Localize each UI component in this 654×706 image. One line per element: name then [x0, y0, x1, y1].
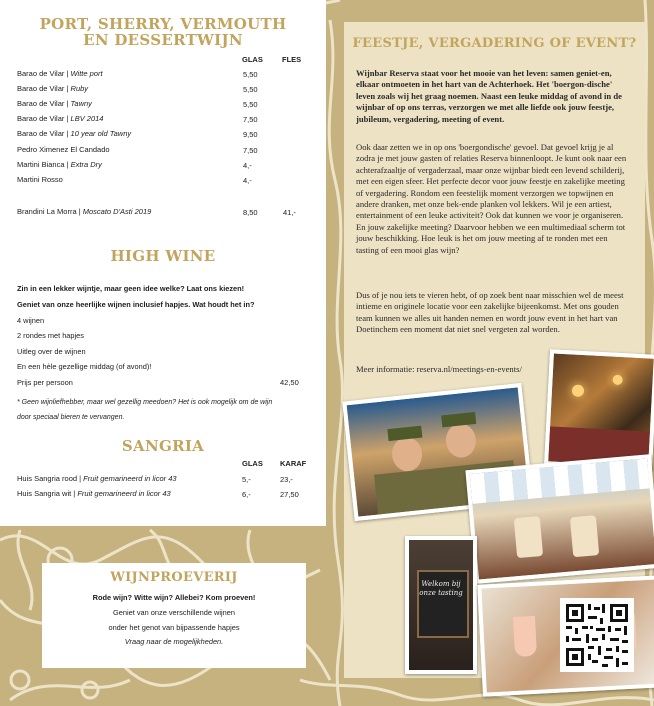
port-item-name: Barao de Vilar — [17, 69, 65, 78]
port-item-name: Barao de Vilar — [17, 99, 65, 108]
port-col-fles: FLES — [282, 55, 302, 64]
port-item-price-glas: 7,50 — [243, 146, 258, 155]
port-item — [17, 175, 63, 185]
wijnproeverij-line4: Vraag naar de mogelijkheden. — [124, 637, 224, 646]
highwine-price: 42,50 — [280, 378, 299, 387]
separator: | — [64, 84, 71, 93]
port-item — [17, 69, 103, 79]
sangria-item — [17, 474, 177, 484]
port-item-name: Brandini La Morra — [17, 207, 77, 216]
port-item-price-glas: 9,50 — [243, 130, 258, 139]
port-item-name: Martini Bianca — [17, 160, 65, 169]
port-item-desc: Moscato D'Asti 2019 — [82, 207, 152, 216]
port-item-price-glas: 7,50 — [243, 115, 258, 124]
port-item-desc: Tawny — [70, 99, 92, 108]
wijnproeverij-title: WIJNPROEVERIJ — [110, 570, 238, 585]
highwine-line2: 2 rondes met hapjes — [17, 331, 84, 340]
highwine-intro1: Zin in een lekker wijntje, maar geen idee welke? Laat ons kiezen! — [17, 284, 245, 293]
separator: | — [71, 489, 78, 498]
port-item-desc: 10 year old Tawny — [70, 129, 132, 138]
highwine-line3: Uitleg over de wijnen — [17, 347, 86, 356]
separator: | — [76, 207, 83, 216]
highwine-line1: 4 wijnen — [17, 316, 45, 325]
port-item-desc: Witte port — [70, 69, 103, 78]
sangria-col-glas: GLAS — [242, 459, 263, 468]
sangria-item-name: Huis Sangria wit — [17, 489, 72, 498]
port-title-line1: PORT, SHERRY, VERMOUTH — [39, 15, 287, 33]
port-item-name: Martini Rosso — [17, 175, 63, 184]
tasting-sign-text: Welkom bij onze tasting — [419, 580, 463, 597]
highwine-title: HIGH WINE — [110, 247, 216, 265]
separator: | — [64, 69, 71, 78]
sangria-col-karaf: KARAF — [280, 459, 307, 468]
wijnproeverij-box — [42, 563, 306, 668]
port-item-price-glas: 4,- — [243, 176, 252, 185]
port-item-price-glas: 5,50 — [243, 85, 258, 94]
port-item-desc: Ruby — [70, 84, 89, 93]
port-item-name: Barao de Vilar — [17, 84, 65, 93]
port-item-price-glas: 8,50 — [243, 208, 258, 217]
wijnproeverij-line1: Rode wijn? Witte wijn? Allebei? Kom proeven! — [92, 593, 256, 602]
port-item-price-glas: 4,- — [243, 161, 252, 170]
port-item — [17, 114, 103, 124]
port-item-desc: LBV 2014 — [70, 114, 104, 123]
port-item-price-fles: 41,- — [283, 208, 296, 217]
sangria-item-desc: Fruit gemarineerd in licor 43 — [83, 474, 177, 483]
event-paragraph-3: Dus of je nou iets te vieren hebt, of op zoek bent naar misschien wel de meest intieme en originele locatie voor een zakelijke bijeenkomst. Met ons gouden team kunnen we alles uit handen nemen en wordt jouw event in het hart van Doetinchem een moment dat niet snel vergeten zal worden. — [356, 290, 624, 335]
event-paragraph-2: Ook daar zetten we in op ons 'boergondische' gevoel. Dat gevoel krijg je al zodra je met jouw gasten of relaties Reserva binnenloopt. Je kunt ook naar een achterafzaaltje of vergaderzaal, maar onze wijnbar biedt een levend schilderij, met een eigen sfeer. Het perfecte decor voor jouw feestje en zakelijke meeting of vergadering. Rondom een feestelijk moment verzorgen we topwijnen en andere dranken, met onze bek-ende planken vol lekkers. Wil je een artiest, entertainment of een leuke activiteit? Ook dat kunnen we voor je organiseren. En jouw zakelijke meeting? Daarvoor hebben we een multimediaal scherm tot jouw beschikking. Hoe leuk is het om jouw meeting af te ronden met een tasting of een mooi glas wijn? — [356, 142, 627, 255]
wijnproeverij-line2: Geniet van onze verschillende wijnen — [112, 608, 236, 617]
separator: | — [77, 474, 84, 483]
event-more-info: Meer informatie: reserva.nl/meetings-en-events/ — [356, 364, 522, 374]
highwine-line4: En een hèle gezellige middag (of avond)! — [17, 362, 152, 371]
qr-code[interactable] — [560, 598, 634, 672]
port-item — [17, 160, 102, 170]
port-item-price-glas: 5,50 — [243, 100, 258, 109]
event-title: FEESTJE, VERGADERING OF EVENT? — [352, 36, 637, 51]
sangria-item-price-glas: 6,- — [242, 490, 251, 499]
highwine-note1: * Geen wijnliefhebber, maar wel gezellig meedoen? Het is ook mogelijk om de wijn — [17, 399, 273, 406]
port-col-glas: GLAS — [242, 55, 263, 64]
separator: | — [64, 114, 71, 123]
sangria-item-desc: Fruit gemarineerd in licor 43 — [77, 489, 171, 498]
sangria-title: SANGRIA — [121, 437, 205, 455]
port-item — [17, 207, 151, 217]
event-paragraph-1: Wijnbar Reserva staat voor het mooie van het leven: samen geniet-en, elkaar ontmoeten in het hart van de Achterhoek. Het 'boergon-dische' leven zoals wij het graag noemen. Naast een leuke middag of avond in de wijnbar of op ons terras, verzorgen we met alle liefde ook jouw feestje, jubileum, vergadering, meeting of event. — [356, 68, 622, 124]
photo-bar-interior — [544, 349, 654, 470]
qr-code-icon — [560, 598, 634, 672]
wijnproeverij-line3: onder het genot van bijpassende hapjes — [108, 623, 240, 632]
photo-tasting-sign — [405, 536, 477, 674]
menu-panel — [0, 0, 326, 526]
separator: | — [64, 160, 71, 169]
port-item-name: Pedro Ximenez El Candado — [17, 145, 110, 154]
sangria-item — [17, 489, 171, 499]
highwine-price-label: Prijs per persoon — [17, 378, 73, 387]
photo-terrace — [465, 454, 654, 584]
port-item-name: Barao de Vilar — [17, 129, 65, 138]
sangria-item-name: Huis Sangria rood — [17, 474, 78, 483]
sangria-item-price-karaf: 27,50 — [280, 490, 299, 499]
port-item-desc: Extra Dry — [70, 160, 102, 169]
separator: | — [64, 99, 71, 108]
separator: | — [64, 129, 71, 138]
port-item-price-glas: 5,50 — [243, 70, 258, 79]
sangria-item-price-karaf: 23,- — [280, 475, 293, 484]
highwine-note2: door speciaal bieren te vervangen. — [17, 414, 125, 421]
port-title-line2: EN DESSERTWIJN — [83, 31, 243, 49]
highwine-intro2: Geniet van onze heerlijke wijnen inclusief hapjes. Wat houdt het in? — [17, 300, 255, 309]
port-item — [17, 99, 92, 109]
sangria-item-price-glas: 5,- — [242, 475, 251, 484]
port-item — [17, 145, 110, 155]
port-item-name: Barao de Vilar — [17, 114, 65, 123]
port-item — [17, 84, 88, 94]
port-item — [17, 129, 131, 139]
